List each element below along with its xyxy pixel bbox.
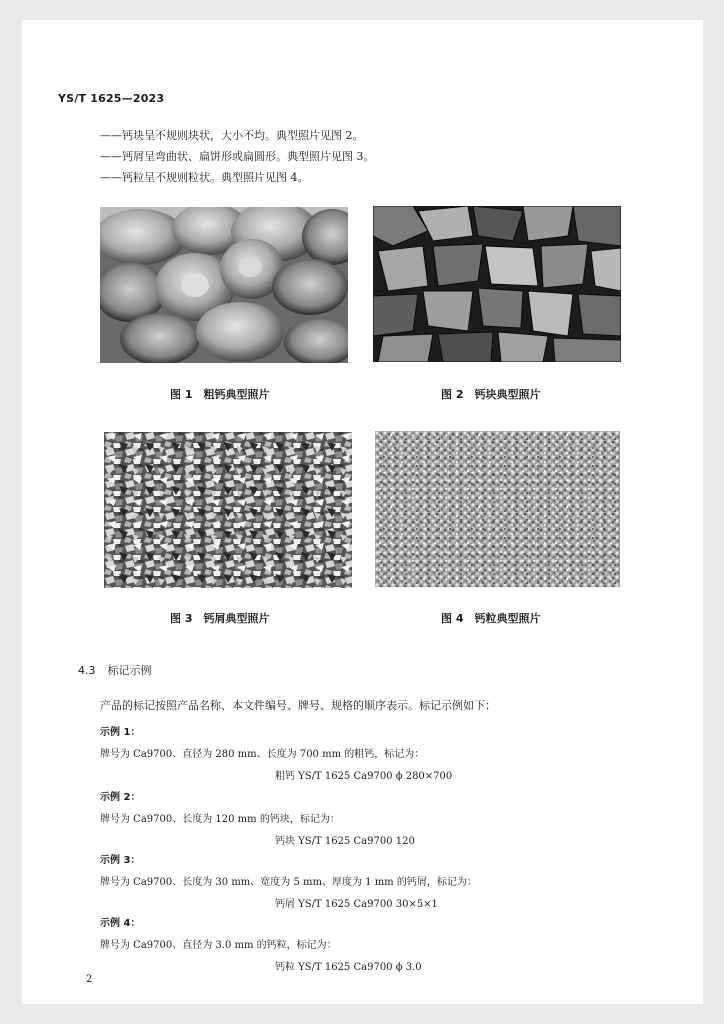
figure-4-caption: 图 4 钙粒典型照片 <box>441 612 541 625</box>
standard-code-header: YS/T 1625—2023 <box>58 92 165 105</box>
photo-calcium-chip <box>104 432 352 588</box>
photo-calcium-granule <box>375 431 620 587</box>
figure-2-caption: 图 2 钙块典型照片 <box>441 388 541 401</box>
photo-calcium-lump <box>373 206 621 362</box>
bullet-item-calcium-lump: ——钙块呈不规则块状，大小不均。典型照片见图 2。 <box>100 129 364 142</box>
bullet-item-calcium-chip: ——钙屑呈弯曲状、扁饼形或扁圆形。典型照片见图 3。 <box>100 150 375 163</box>
example-2-mark: 钙块 YS/T 1625 Ca9700 120 <box>275 836 415 847</box>
page-number: 2 <box>86 974 93 985</box>
example-4-title: 示例 4： <box>100 918 141 929</box>
example-1-mark: 粗钙 YS/T 1625 Ca9700 ϕ 280×700 <box>275 771 453 782</box>
example-4-mark: 钙粒 YS/T 1625 Ca9700 ϕ 3.0 <box>275 962 422 973</box>
example-1-text: 牌号为 Ca9700、直径为 280 mm、长度为 700 mm 的粗钙，标记为： <box>100 749 425 760</box>
section-number: 4.3 <box>78 664 96 677</box>
section-title: 标记示例 <box>107 664 152 677</box>
example-3-text: 牌号为 Ca9700、长度为 30 mm、宽度为 5 mm、厚度为 1 mm 的钙屑，标记为： <box>100 877 477 888</box>
section-heading <box>78 662 152 678</box>
example-4-text: 牌号为 Ca9700、直径为 3.0 mm 的钙粒，标记为： <box>100 940 337 951</box>
example-2-text: 牌号为 Ca9700、长度为 120 mm 的钙块，标记为： <box>100 814 340 825</box>
bullet-item-calcium-granule: ——钙粒呈不规则粒状。典型照片见图 4。 <box>100 171 309 184</box>
figure-1-caption: 图 1 粗钙典型照片 <box>170 388 270 401</box>
example-3-title: 示例 3： <box>100 855 141 866</box>
photo-crude-calcium <box>100 207 348 363</box>
figure-3-caption: 图 3 钙屑典型照片 <box>170 612 270 625</box>
example-1-title: 示例 1： <box>100 727 141 738</box>
section-intro-paragraph: 产品的标记按照产品名称、本文件编号、牌号、规格的顺序表示。标记示例如下： <box>100 699 496 712</box>
example-3-mark: 钙屑 YS/T 1625 Ca9700 30×5×1 <box>275 899 438 910</box>
example-2-title: 示例 2： <box>100 792 141 803</box>
